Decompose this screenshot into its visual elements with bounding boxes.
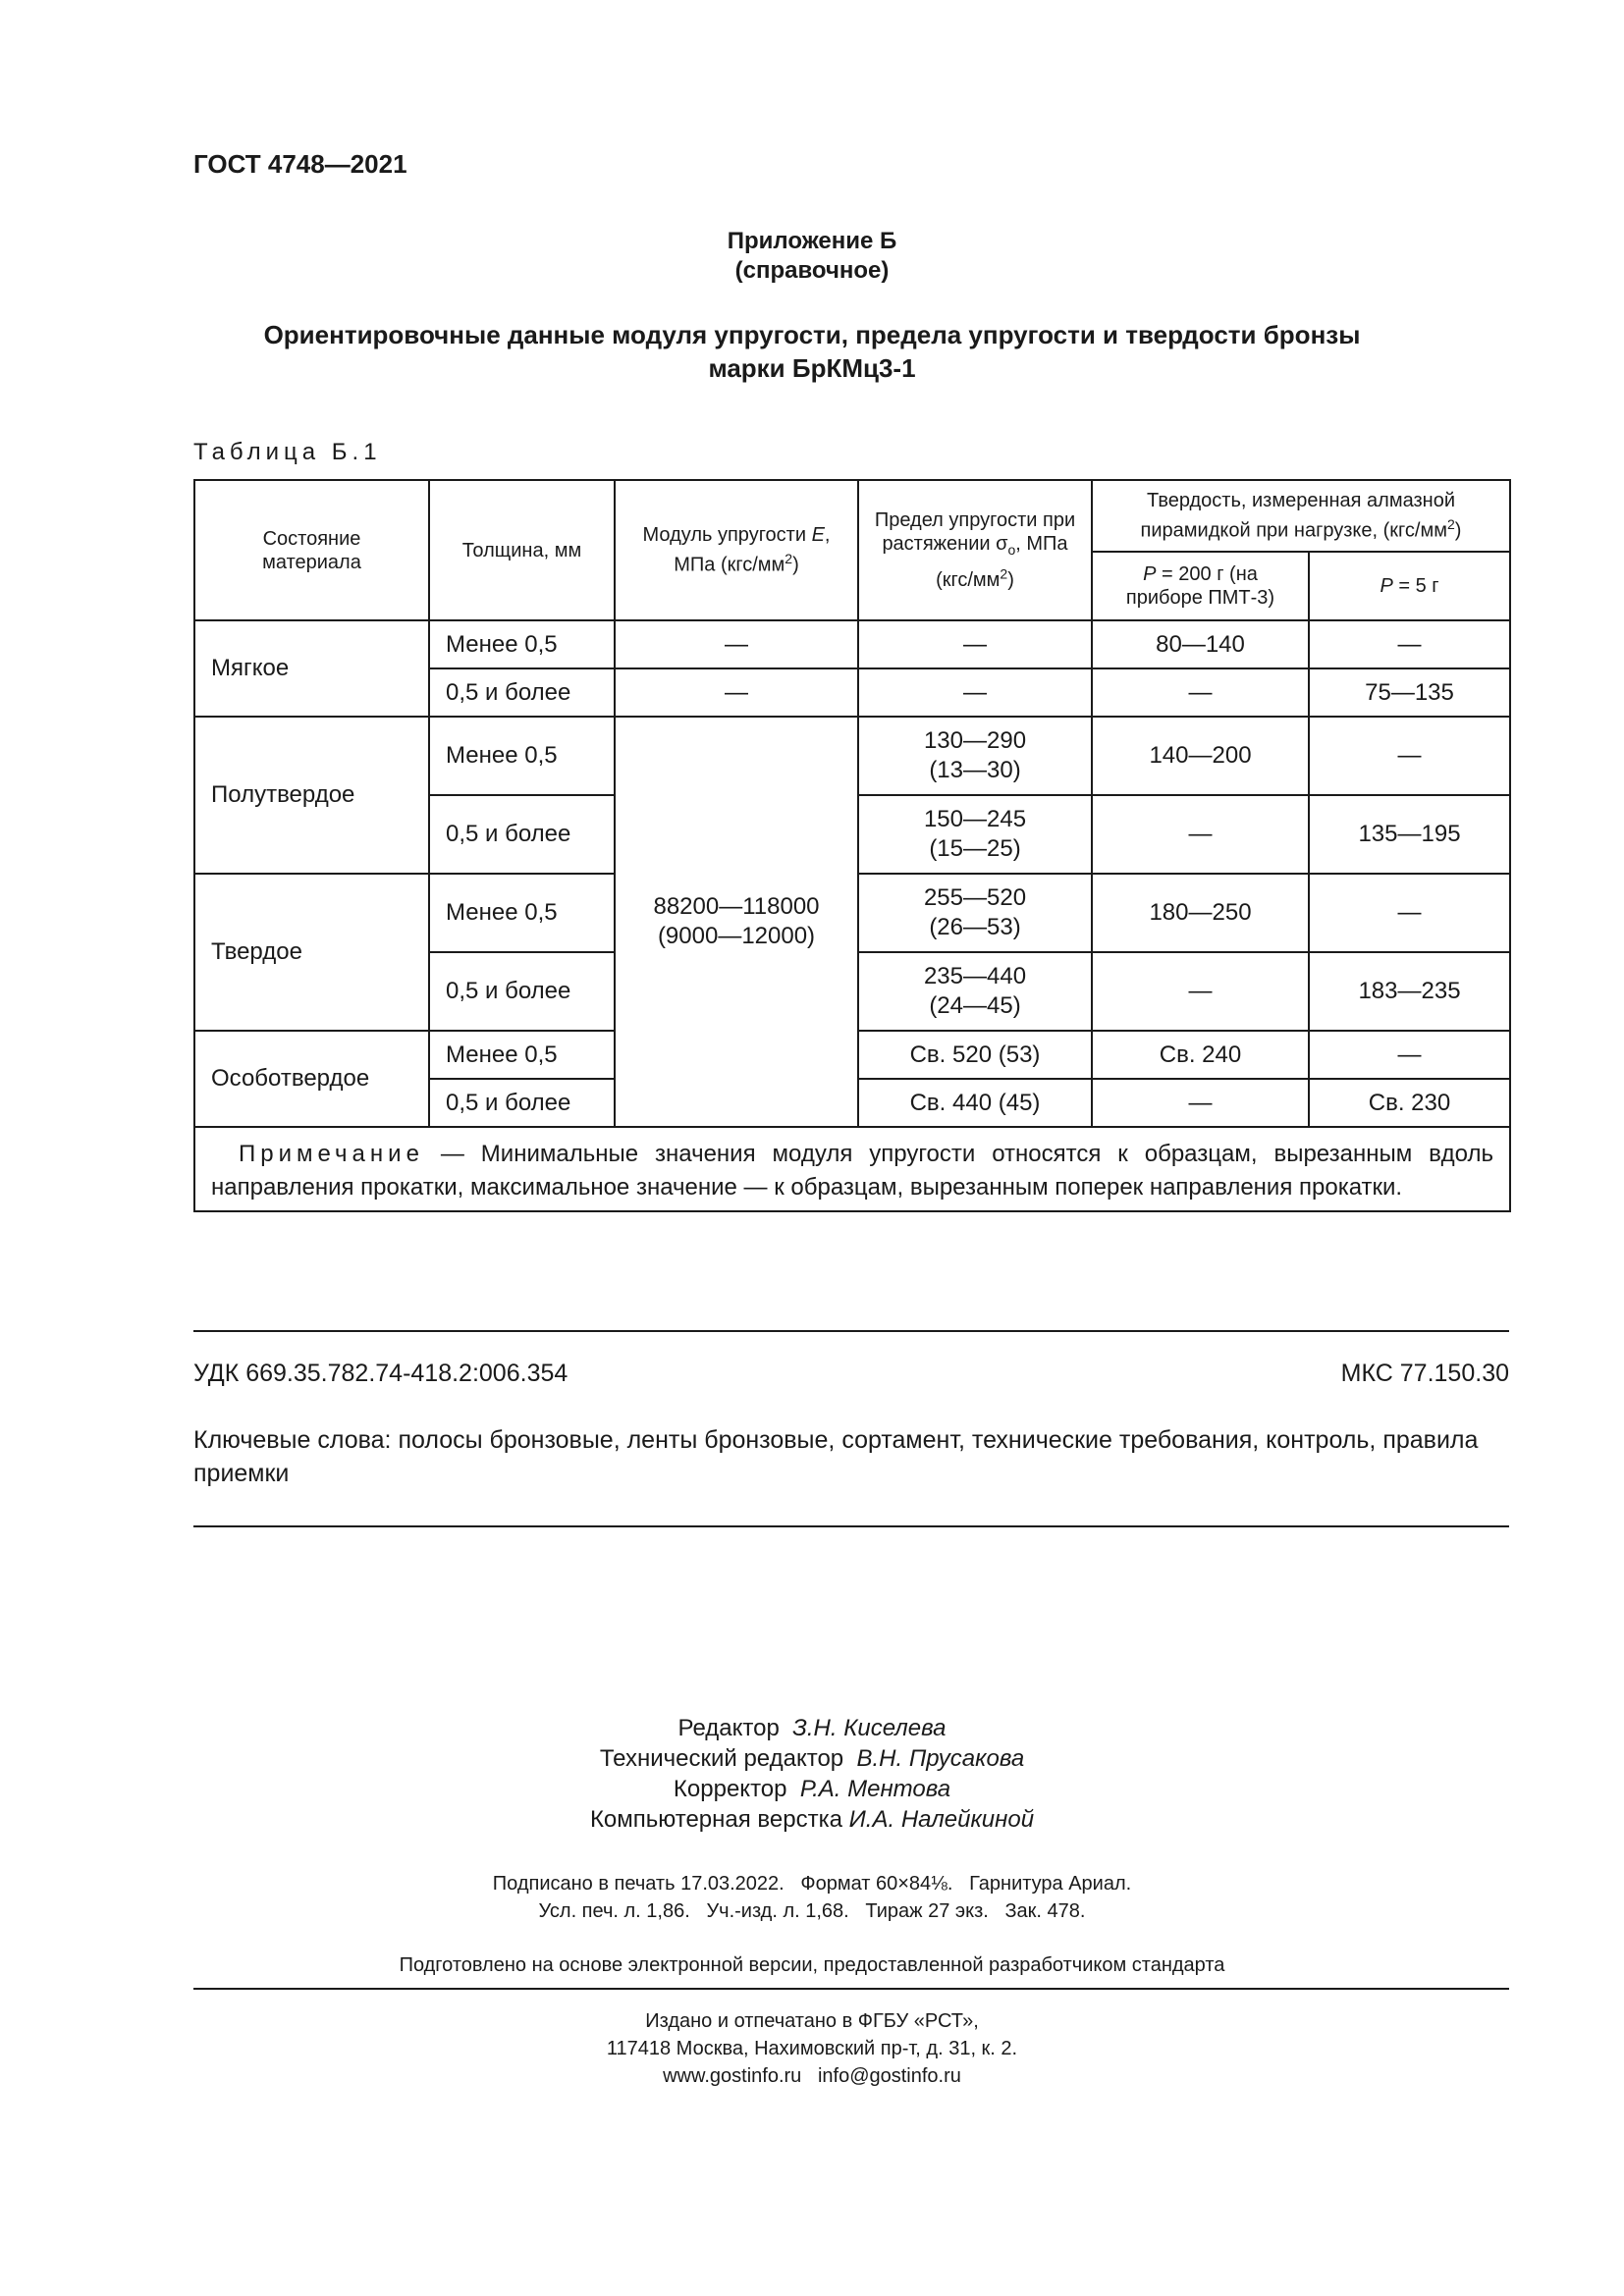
keywords: Ключевые слова: полосы бронзовые, ленты бронзовые, сортамент, технические требования, контроль, правила приемки bbox=[193, 1426, 1479, 1487]
p200-cell: 140—200 bbox=[1092, 717, 1309, 795]
credit-name: З.Н. Киселева bbox=[792, 1715, 947, 1741]
state-cell: Мягкое bbox=[194, 620, 429, 717]
p5-cell: — bbox=[1309, 620, 1510, 668]
modulus-merged-cell: 88200—118000 (9000—12000) bbox=[615, 717, 858, 1127]
p5-cell: — bbox=[1309, 717, 1510, 795]
p5-cell: — bbox=[1309, 1031, 1510, 1079]
limit-cell: 255—520 (26—53) bbox=[858, 874, 1092, 952]
table-note bbox=[194, 1127, 1510, 1211]
credit-line bbox=[0, 1774, 1624, 1804]
credit-name: И.А. Налейкиной bbox=[848, 1806, 1035, 1833]
modulus-cell: — bbox=[615, 668, 858, 717]
limit-cell: 235—440 (24—45) bbox=[858, 952, 1092, 1031]
header-elastic-limit-b: , МПа $(кгс/мм^2)$ bbox=[936, 533, 1068, 591]
document-title-line1: Ориентировочные данные модуля упругости, предела упругости и твердости бронзы bbox=[263, 320, 1361, 349]
header-elastic-limit bbox=[858, 480, 1092, 620]
p5-cell: Св. 230 bbox=[1309, 1079, 1510, 1127]
thickness-cell: Менее 0,5 bbox=[429, 874, 615, 952]
thickness-cell: 0,5 и более bbox=[429, 668, 615, 717]
imprint-signed: Подписано в печать 17.03.2022. Формат 60×84⅛. Гарнитура Ариал. bbox=[492, 1873, 1132, 1895]
divider bbox=[193, 1525, 1509, 1527]
credit-name: Р.А. Ментова bbox=[799, 1776, 951, 1802]
credit-role: Технический редактор bbox=[599, 1745, 844, 1772]
header-p200: P = 200 г (на приборе ПМТ-3) bbox=[1092, 552, 1309, 620]
p5-cell: — bbox=[1309, 874, 1510, 952]
document-title-line2: марки БрКМц3-1 bbox=[708, 353, 916, 383]
note-label: Примечание bbox=[239, 1141, 424, 1167]
credit-line bbox=[0, 1713, 1624, 1743]
table-row bbox=[194, 717, 1510, 795]
credit-role: Редактор bbox=[677, 1715, 780, 1741]
credit-name: В.Н. Прусакова bbox=[856, 1745, 1025, 1772]
table-note-row bbox=[194, 1127, 1510, 1211]
credit-role: Корректор bbox=[673, 1776, 787, 1802]
limit-cell: — bbox=[858, 668, 1092, 717]
thickness-cell: Менее 0,5 bbox=[429, 620, 615, 668]
p200-cell: — bbox=[1092, 795, 1309, 874]
divider bbox=[193, 1988, 1509, 1990]
annex-title: Приложение Б bbox=[727, 228, 897, 254]
p5-cell: 183—235 bbox=[1309, 952, 1510, 1031]
thickness-cell: Менее 0,5 bbox=[429, 717, 615, 795]
p200-cell: — bbox=[1092, 952, 1309, 1031]
imprint-prepared: Подготовлено на основе электронной версии, предоставленной разработчиком стандарта bbox=[399, 1954, 1225, 1976]
mks-code: МКС 77.150.30 bbox=[1340, 1360, 1509, 1387]
imprint-address: 117418 Москва, Нахимовский пр-т, д. 31, к. 2. bbox=[606, 2038, 1018, 2059]
imprint-web: www.gostinfo.ru info@gostinfo.ru bbox=[663, 2065, 961, 2087]
header-modulus: Модуль упругости E, МПа $(кгс/мм^2)$ bbox=[615, 480, 858, 620]
header-elastic-limit-sub: о bbox=[1007, 542, 1016, 559]
imprint-volume: Усл. печ. л. 1,86. Уч.-изд. л. 1,68. Тираж 27 экз. Зак. 478. bbox=[538, 1900, 1086, 1922]
divider bbox=[193, 1330, 1509, 1332]
thickness-cell: 0,5 и более bbox=[429, 1079, 615, 1127]
p200-cell: 80—140 bbox=[1092, 620, 1309, 668]
table-caption: Таблица Б.1 bbox=[193, 439, 382, 465]
state-cell: Полутвердое bbox=[194, 717, 429, 874]
p200-cell: Св. 240 bbox=[1092, 1031, 1309, 1079]
p200-cell: — bbox=[1092, 1079, 1309, 1127]
credit-role: Компьютерная верстка bbox=[589, 1806, 842, 1833]
limit-cell: — bbox=[858, 620, 1092, 668]
modulus-cell: — bbox=[615, 620, 858, 668]
annex-kind: (справочное) bbox=[734, 257, 890, 284]
standard-number: ГОСТ 4748—2021 bbox=[193, 149, 407, 179]
header-p5: P = 5 г bbox=[1309, 552, 1510, 620]
header-thickness: Толщина, мм bbox=[429, 480, 615, 620]
thickness-cell: 0,5 и более bbox=[429, 795, 615, 874]
udk-code: УДК 669.35.782.74-418.2:006.354 bbox=[193, 1360, 568, 1387]
data-table bbox=[193, 479, 1511, 1212]
limit-cell: Св. 520 (53) bbox=[858, 1031, 1092, 1079]
table-row bbox=[194, 620, 1510, 668]
state-cell: Твердое bbox=[194, 874, 429, 1031]
credit-line bbox=[0, 1804, 1624, 1835]
thickness-cell: 0,5 и более bbox=[429, 952, 615, 1031]
thickness-cell: Менее 0,5 bbox=[429, 1031, 615, 1079]
p5-cell: 75—135 bbox=[1309, 668, 1510, 717]
limit-cell: 150—245 (15—25) bbox=[858, 795, 1092, 874]
header-hardness: Твердость, измеренная алмазной пирамидкой при нагрузке, $(кгс/мм^2)$ bbox=[1092, 480, 1510, 552]
limit-cell: Св. 440 (45) bbox=[858, 1079, 1092, 1127]
imprint-publisher: Издано и отпечатано в ФГБУ «РСТ», bbox=[645, 2010, 979, 2032]
header-state: Состояние материала bbox=[194, 480, 429, 620]
note-text: — Минимальные значения модуля упругости относятся к образцам, вырезанным вдоль направления прокатки, максимальное значение — к образцам, вырезанным поперек направления прокатки. bbox=[211, 1141, 1493, 1201]
credit-line bbox=[0, 1743, 1624, 1774]
p200-cell: 180—250 bbox=[1092, 874, 1309, 952]
p200-cell: — bbox=[1092, 668, 1309, 717]
state-cell: Особотвердое bbox=[194, 1031, 429, 1127]
header-elastic-limit-a: Предел упругости при растяжении σ bbox=[874, 509, 1076, 556]
limit-cell: 130—290 (13—30) bbox=[858, 717, 1092, 795]
p5-cell: 135—195 bbox=[1309, 795, 1510, 874]
